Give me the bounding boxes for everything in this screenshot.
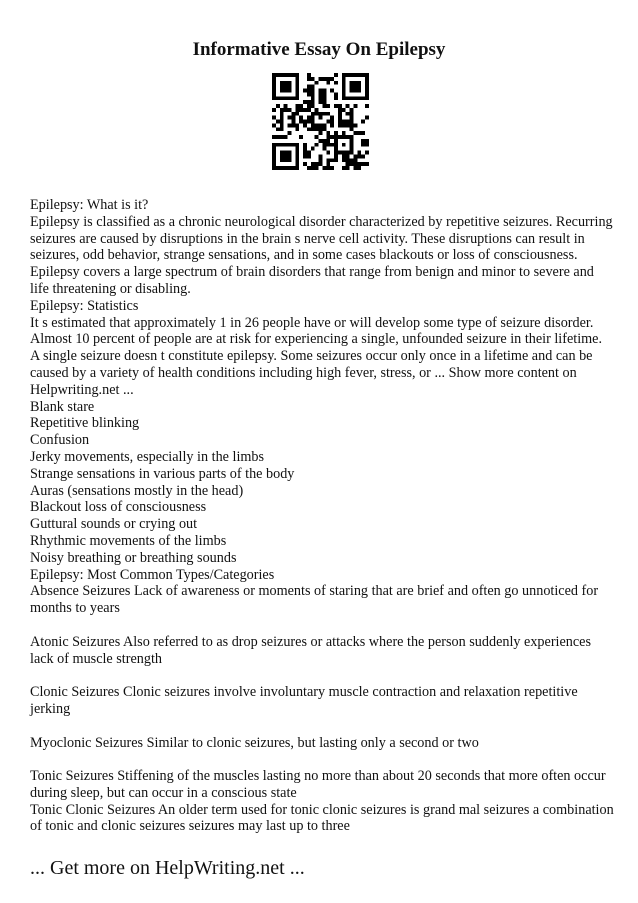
- essay-line: Blank stare: [30, 398, 95, 415]
- essay-line: Confusion: [30, 432, 90, 449]
- essay-line: Epilepsy is classified as a chronic neurological disorder characterized by repetitive seizures. Recurring seizures are caused by disruptions in the brain s nerve cell activity. These disruptions can result in seizures, odd behavior, strange sensations, and in some cases blackouts or loss of consciousness. Epilepsy covers a large spectrum of brain disorders that range from benign and minor to severe and life threatening or disabling.: [30, 213, 613, 297]
- paragraph-spacer: [30, 718, 614, 735]
- essay-line: Clonic Seizures Clonic seizures involve involuntary muscle contraction and relaxation repetitive jerking: [30, 684, 578, 717]
- essay-line: Absence Seizures Lack of awareness or moments of staring that are brief and often go unnoticed for months to years: [30, 583, 599, 617]
- essay-line: Repetitive blinking: [30, 415, 140, 432]
- essay-line: Strange sensations in various parts of the body: [30, 465, 295, 482]
- essay-line: Blackout loss of consciousness: [30, 499, 207, 516]
- footer-link-text[interactable]: ... Get more on HelpWriting.net ...: [30, 857, 305, 879]
- essay-line: Rhythmic movements of the limbs: [30, 532, 227, 549]
- qr-code-icon: [272, 73, 369, 170]
- essay-line: Epilepsy: Statistics: [30, 297, 139, 314]
- essay-line: Tonic Clonic Seizures An older term used for tonic clonic seizures is grand mal seizures a combination of tonic and clonic seizures seizures may last up to three: [30, 801, 614, 835]
- essay-line: Atonic Seizures Also referred to as drop seizures or attacks where the person suddenly experiences lack of muscle strength: [30, 633, 591, 667]
- essay-line: Epilepsy: What is it?: [30, 197, 149, 213]
- essay-line: Noisy breathing or breathing sounds: [30, 549, 237, 566]
- essay-line: Guttural sounds or crying out: [30, 516, 198, 533]
- essay-line: Tonic Seizures Stiffening of the muscles lasting no more than about 20 seconds that more often occur during sleep, but can occur in a conscious state: [30, 768, 606, 801]
- paragraph-spacer: [30, 667, 614, 684]
- essay-line: Auras (sensations mostly in the head): [30, 482, 244, 499]
- paragraph-spacer: [30, 751, 614, 768]
- essay-line: Epilepsy: Most Common Types/Categories: [30, 566, 275, 583]
- essay-line: Jerky movements, especially in the limbs: [30, 448, 265, 465]
- essay-line: It s estimated that approximately 1 in 26 people have or will develop some type of seizure disorder. Almost 10 percent of people are at risk for experiencing a single, unfounded seizure in their lifetime. A single seizure doesn t constitute epilepsy. Some seizures occur only once in a lifetime and can be caused by a variety of health conditions including high fever, stress, or ... Show more content on Helpwriting.net ...: [30, 314, 603, 398]
- essay-body: [30, 197, 614, 835]
- paragraph-spacer: [30, 617, 614, 634]
- essay-line: Myoclonic Seizures Similar to clonic seizures, but lasting only a second or two: [30, 734, 479, 751]
- page-title: Informative Essay On Epilepsy: [192, 39, 446, 60]
